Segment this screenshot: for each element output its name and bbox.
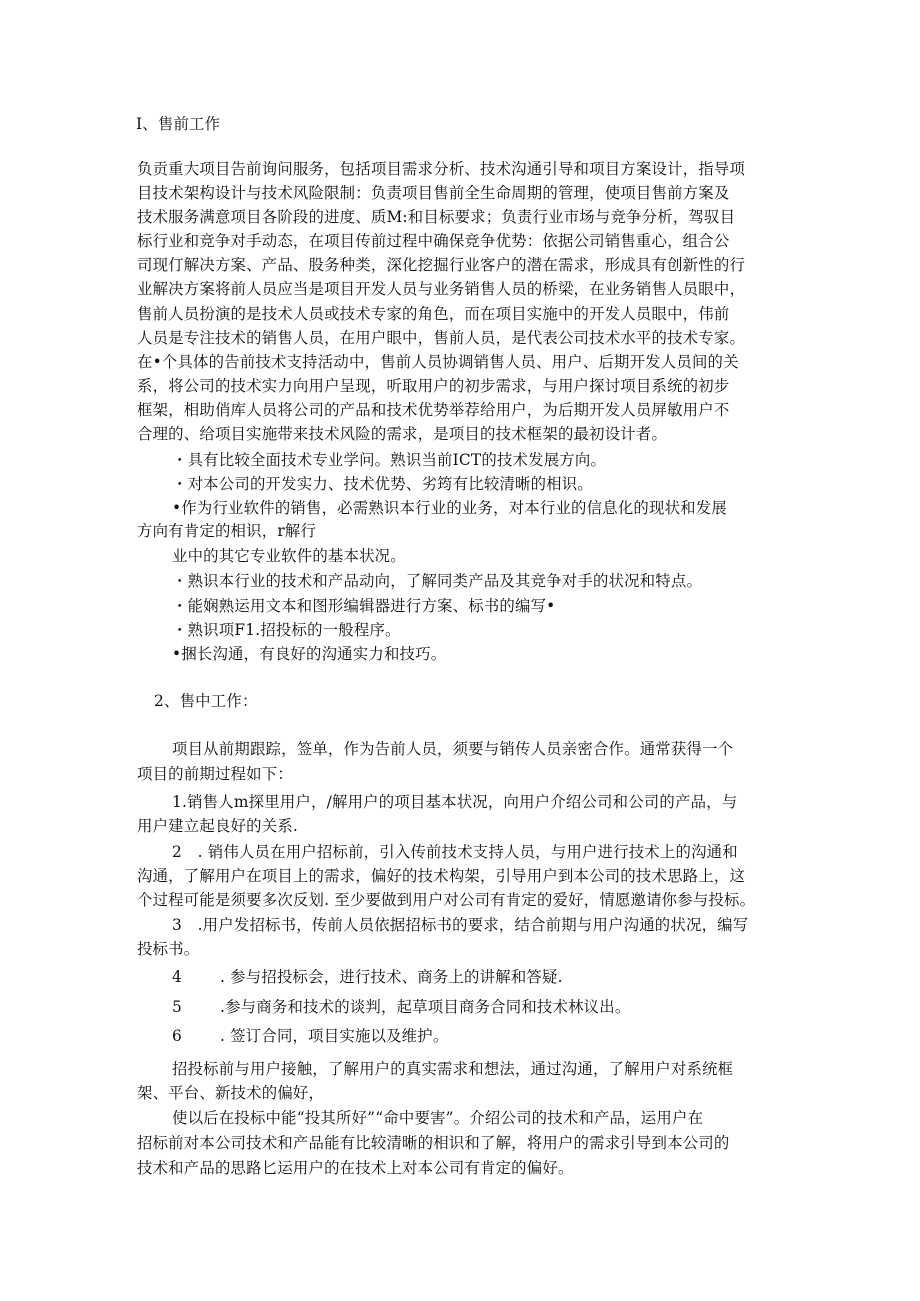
step-text: . 签订合同，项目实施以及维护。	[220, 1027, 449, 1045]
list-item: 方向有肯定的相识，r解行	[137, 522, 317, 540]
paragraph-line: 架、平台、新技术的偏好，	[137, 1084, 325, 1102]
list-item: ・熟识本行业的技术和产品动向，了解同类产品及其竞争对手的状况和特点。	[172, 572, 703, 590]
paragraph-line: 系，将公司的技术实力向用户呈现，听取用户的初步需求，与用户探讨项目系统的初步	[137, 377, 730, 395]
paragraph-line: 3 .用户发招标书，传前人员依据招标书的要求，结合前期与用户沟通的状况，编写	[172, 916, 749, 934]
paragraph-line: 在•个具体的告前技术支持活动中，售前人员协调销售人员、用户、后期开发人员间的关	[137, 353, 739, 371]
paragraph-line: 沟通，了解用户在项目上的需求，偏好的技术构架，引导用户到本公司的技术思路上，这	[137, 867, 746, 885]
step-text: .参与商务和技术的谈判，起草项目商务合同和技术林议出。	[220, 998, 631, 1016]
paragraph-line: 个过程可能是须要多次反划. 至少要做到用户对公司有肯定的爱好，情愿邀请你参与投标。	[137, 891, 756, 909]
paragraph-line: 标行业和竞争对手动态，在项目传前过程中确保竞争优势：依据公司销售重心，组合公	[137, 232, 730, 250]
paragraph-line: 使以后在投标中能“投其所好”“命中要害”。介绍公司的技术和产品，运用户在	[172, 1109, 704, 1127]
paragraph-line: 投标书。	[137, 940, 200, 958]
step-text: . 参与招投标会，进行技术、商务上的讲解和答疑.	[220, 968, 563, 986]
paragraph-line: 负贡重大项目告前询问服务，包括项目需求分析、技术沟通引导和项目方案设计，指导项	[137, 160, 746, 178]
section-2-heading: 2、售中工作：	[154, 692, 258, 710]
paragraph-line: 2 . 销伟人员在用户招标前，引入传前技术支持人员，与用户进行技术上的沟通和	[172, 843, 738, 861]
step-number: 6	[172, 1027, 182, 1045]
paragraph-line: 售前人员扮演的是技术人员或技术专家的角色，而在项目实施中的开发人员眼中，伟前	[137, 305, 730, 323]
step-number: 5	[172, 998, 182, 1016]
list-item: •捆长沟通，有良好的沟通实力和技巧。	[172, 645, 447, 663]
list-item: •作为行业软件的销售，必需熟识本行业的业务，对本行业的信息化的现状和发展	[172, 499, 727, 517]
paragraph-line: 技术和产品的思路匕运用户的在技术上对本公司有肯定的偏好。	[137, 1159, 574, 1177]
paragraph-line: 招投标前与用户接触，了解用户的真实需求和想法，通过沟通，了解用户对系统框	[172, 1060, 734, 1078]
paragraph-line: 人员是专注技术的销售人员，在用户眼中，售前人员，是代表公司技术水平的技术专家。	[137, 329, 746, 347]
list-item: 业中的其它专业软件的基本状况。	[172, 547, 406, 565]
paragraph-line: 目技术架构设计与技术风险限制：负责项目售前全生命周期的管理，使项目售前方案及	[137, 184, 730, 202]
list-item: ・对本公司的开发实力、技术优势、劣筠有比较清晰的相识。	[172, 475, 593, 493]
paragraph-line: 框架，相助俏库人员将公司的产品和技术优势举荐给用户，为后期开发人员屏敏用户不	[137, 401, 730, 419]
paragraph-line: 业解决方案将前人员应当是项目开发人员与业务销售人员的桥梁，在业务销售人员眼中，	[137, 280, 746, 298]
paragraph-line: 项目的前期过程如下：	[137, 765, 293, 783]
paragraph-line: 合理的、给项目实施带来技术风险的需求，是项目的技术框架的最初设计者。	[137, 425, 668, 443]
paragraph-line: 项目从前期跟踪，签单，作为告前人员，须要与销传人员亲密合作。通常获得一个	[172, 740, 734, 758]
list-item: ・能娴熟运用文本和图形编辑器进行方案、标书的编写•	[172, 597, 556, 615]
paragraph-line: 招标前对本公司技术和产品能有比较清晰的相识和了解，将用户的需求引导到本公司的	[137, 1134, 730, 1152]
section-1-heading: I、售前工作	[136, 115, 221, 133]
step-number: 4	[172, 968, 182, 986]
list-item: ・熟识项F1.招投标的一般程序。	[172, 621, 401, 639]
list-item: ・具有比较全面技术专业学问。熟识当前ICT的技术发展方向。	[172, 451, 607, 469]
paragraph-line: 用户建立起良好的关系.	[137, 817, 298, 835]
paragraph-line: 司现仃解决方案、产品、股务种类，深化挖掘行业客户的潜在需求，形成具有创新性的行	[137, 256, 746, 274]
paragraph-line: 1.销售人m探里用户，/解用户的项目基本状况，向用户介绍公司和公司的产品，与	[172, 793, 738, 811]
paragraph-line: 技术服务满意项目各阶段的进度、质M:和目标要求；负责行业市场与竞争分析，驾驭目	[137, 208, 736, 226]
